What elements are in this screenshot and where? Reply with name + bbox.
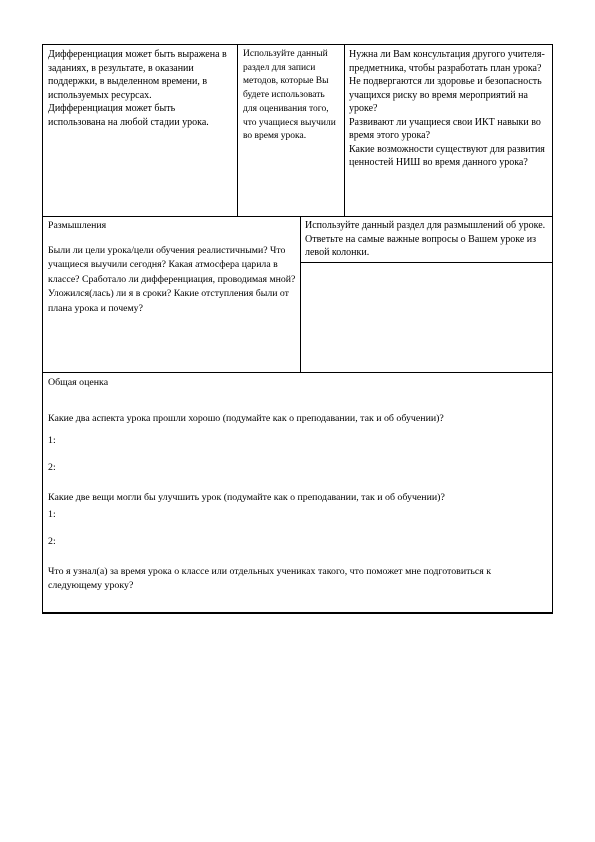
assessment-cell — [243, 48, 341, 144]
differentiation-cell — [48, 48, 234, 129]
summary-question-1: Какие два аспекта урока прошли хорошо (подумайте как о преподавании, так и об обучении)? — [48, 413, 444, 424]
reflection-notes-area[interactable] — [301, 263, 552, 372]
reflection-instruction: Используйте данный раздел для размышлений об уроке. Ответьте на самые важные вопросы о Вашем уроке из левой колонки. — [305, 220, 546, 258]
reflection-title: Размышления — [48, 220, 107, 231]
assessment-text: Используйте данный раздел для записи методов, которые Вы будете использовать для оценивания того, что учащиеся выучили во время урока. — [243, 49, 336, 142]
summary-answer-2-2: 2: — [48, 536, 56, 547]
summary-title: Общая оценка — [48, 377, 109, 388]
cross-curricular-question: Развивают ли учащиеся свои ИКТ навыки во время этого урока? — [349, 116, 541, 141]
table-border-row2-bottom — [42, 372, 553, 373]
reflection-instruction-cell — [305, 219, 551, 260]
summary-question-2: Какие две вещи могли бы улучшить урок (подумайте как о преподавании, так и об обучении)? — [48, 492, 445, 503]
differentiation-paragraph: Дифференциация может быть выражена в заданиях, в результате, в оказании поддержки, в выделенном времени, в используемых ресурсах. — [48, 49, 227, 101]
cross-curricular-cell — [349, 48, 549, 170]
summary-evaluation-cell — [48, 376, 548, 593]
summary-answer-2-1: 1: — [48, 509, 56, 520]
reflection-questions: Были ли цели урока/цели обучения реалистичными? Что учащиеся выучили сегодня? Какая атмосфера царила в классе? Сработало ли дифференциация, проводимая мной? Уложился(лась) ли я в сроки? Какие отступления были от плана урока и почему? — [48, 244, 296, 314]
table-border-col1 — [237, 44, 238, 216]
cross-curricular-question: Какие возможности существуют для развития ценностей НИШ во время данного урока? — [349, 143, 545, 168]
summary-answer-1-1: 1: — [48, 435, 56, 446]
differentiation-paragraph: Дифференциация может быть использована на любой стадии урока. — [48, 103, 209, 128]
summary-answer-1-2: 2: — [48, 462, 56, 473]
table-border-row1-bottom — [42, 216, 553, 217]
table-border-bottom — [42, 612, 553, 614]
cross-curricular-question: Нужна ли Вам консультация другого учителя-предметника, чтобы разработать план урока? — [349, 49, 545, 74]
cross-curricular-question: Не подвергаются ли здоровье и безопасность учащихся риску во время мероприятий на уроке? — [349, 76, 542, 114]
table-border-left — [42, 44, 43, 614]
table-border-right — [552, 44, 553, 614]
table-border-top — [42, 44, 553, 45]
reflection-cell — [48, 219, 296, 317]
table-border-col2 — [344, 44, 345, 216]
summary-question-3: Что я узнал(а) за время урока о классе или отдельных учениках такого, что поможет мне подготовиться к следующему уроку? — [48, 566, 492, 591]
